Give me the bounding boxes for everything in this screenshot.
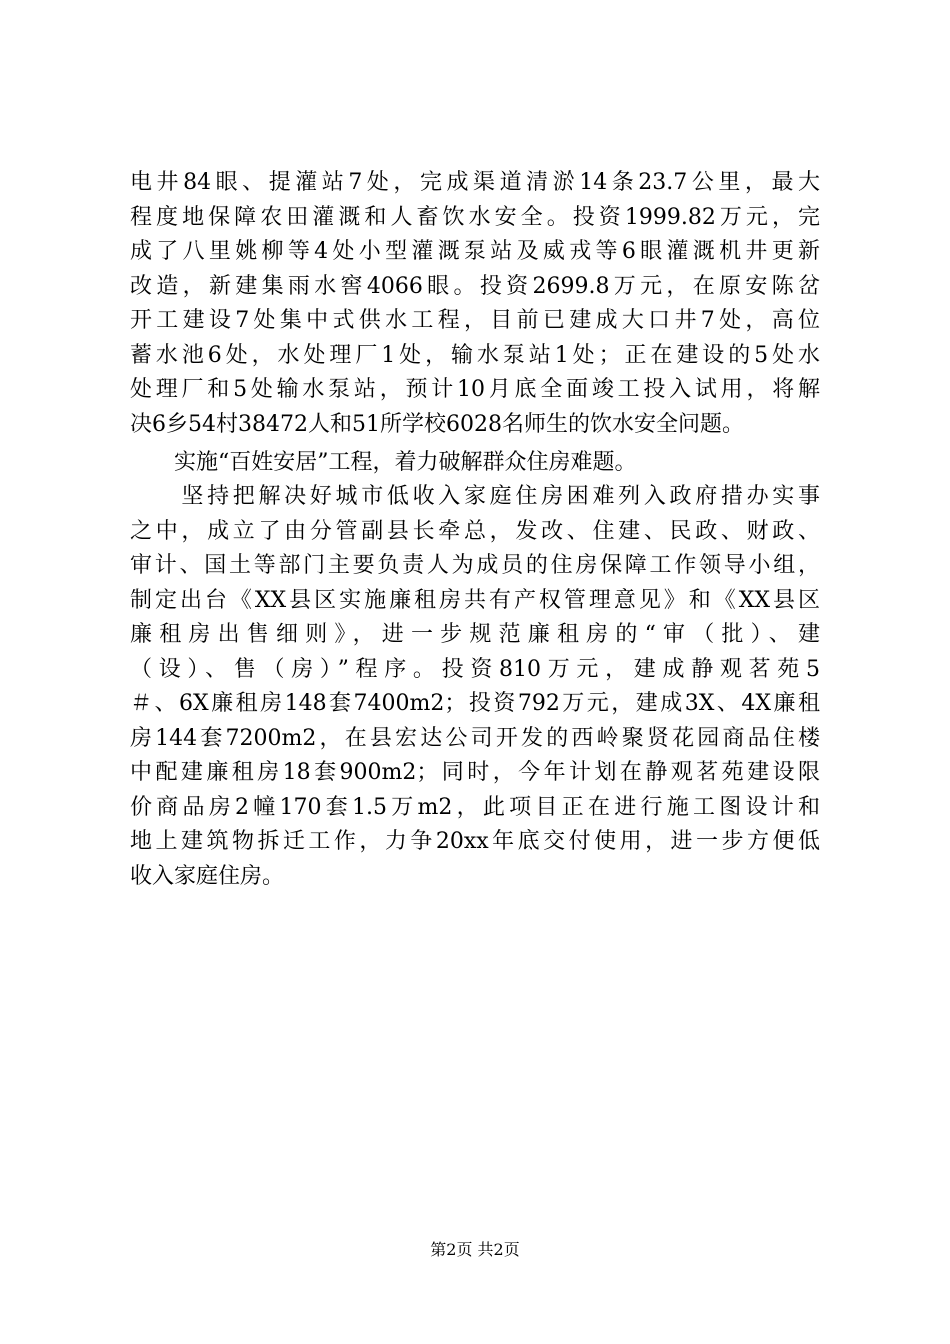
paragraph-line: 房144套7200m2，在县宏达公司开发的西岭聚贤花园商品住楼 [130, 725, 820, 751]
paragraph-housing-projects [130, 480, 820, 894]
page-number-label: 第2页 共2页 [430, 1240, 520, 1259]
paragraph-line: （设）、售（房）”程序。投资810万元，建成静观茗苑5 [130, 656, 820, 682]
section-heading-housing [130, 446, 820, 481]
paragraph-line: 开工建设7处集中式供水工程，目前已建成大口井7处，高位 [130, 308, 820, 333]
paragraph-line: 处理厂和5处输水泵站，预计10月底全面竣工投入试用，将解 [130, 377, 820, 402]
section-heading-text: 实施“百姓安居”工程，着力破解群众住房难题。 [174, 450, 637, 475]
paragraph-line: 之中，成立了由分管副县长牵总，发改、住建、民政、财政、 [130, 518, 820, 544]
paragraph-line: 制定出台《XX县区实施廉租房共有产权管理意见》和《XX县区 [130, 587, 820, 613]
paragraph-line: 坚持把解决好城市低收入家庭住房困难列入政府措办实事 [130, 484, 820, 509]
paragraph-water-projects [130, 166, 820, 442]
paragraph-line: 廉租房出售细则》，进一步规范廉租房的“审（批）、建 [130, 622, 820, 647]
paragraph-line: ＃、6X廉租房148套7400m2；投资792万元，建成3X、4X廉租 [130, 691, 820, 716]
paragraph-line: 电井84眼、提灌站7处，完成渠道清淤14条23.7公里，最大 [130, 170, 820, 195]
paragraph-line: 程度地保障农田灌溉和人畜饮水安全。投资1999.82万元，完 [130, 204, 820, 230]
paragraph-line: 价商品房2幢170套1.5万m2，此项目正在进行施工图设计和 [130, 794, 820, 820]
page-footer [0, 1240, 950, 1260]
paragraph-line: 审计、国土等部门主要负责人为成员的住房保障工作领导小组， [130, 553, 820, 578]
paragraph-line: 蓄水池6处，水处理厂1处，输水泵站1处；正在建设的5处水 [130, 342, 820, 368]
paragraph-line: 成了八里姚柳等4处小型灌溉泵站及威戎等6眼灌溉机井更新 [130, 239, 820, 264]
paragraph-line: 决6乡54村38472人和51所学校6028名师生的饮水安全问题。 [130, 411, 744, 437]
paragraph-line: 改造，新建集雨水窖4066眼。投资2699.8万元，在原安陈岔 [130, 273, 820, 299]
paragraph-line: 地上建筑物拆迁工作，力争20xx年底交付使用，进一步方便低 [130, 829, 820, 854]
paragraph-line: 中配建廉租房18套900m2；同时，今年计划在静观茗苑建设限 [130, 760, 820, 785]
paragraph-line: 收入家庭住房。 [130, 863, 285, 889]
